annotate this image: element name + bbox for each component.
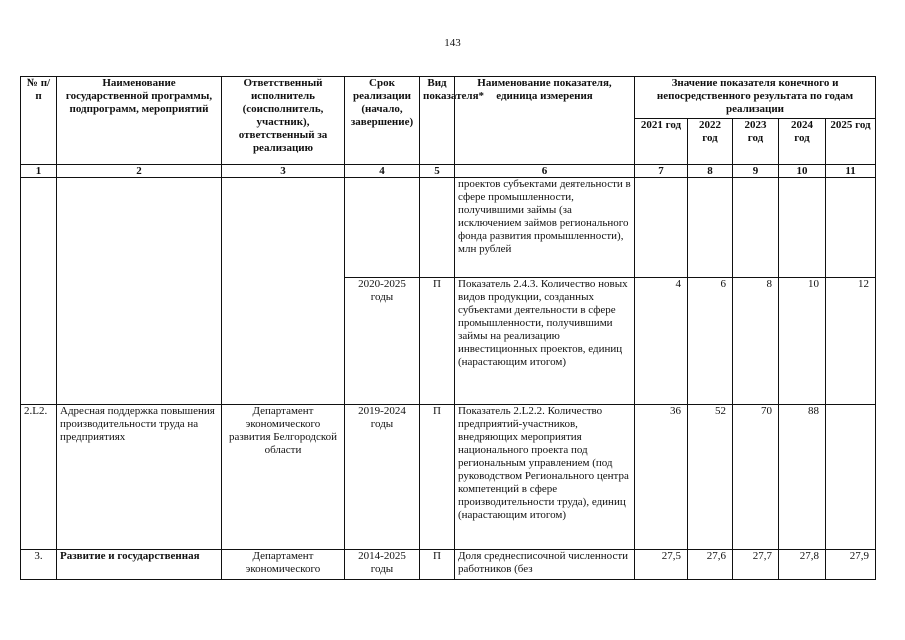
row-value-2022: 52 <box>688 405 733 550</box>
row-num <box>21 178 57 405</box>
column-number: 5 <box>420 165 455 178</box>
row-value-2025 <box>826 405 876 550</box>
header-kind: Вид показателя* <box>420 77 455 165</box>
column-number: 9 <box>733 165 779 178</box>
header-name: Наименование государственной программы, подпрограмм, мероприятий <box>57 77 222 165</box>
row-responsible <box>222 178 345 405</box>
header-term: Срок реализации (начало, завершение) <box>345 77 420 165</box>
row-value-2021: 36 <box>635 405 688 550</box>
header-year-2021: 2021 год <box>635 119 688 165</box>
row-value-2021: 4 <box>635 278 688 405</box>
column-number: 10 <box>779 165 826 178</box>
row-value-2021 <box>635 178 688 278</box>
page-number: 143 <box>444 37 461 49</box>
row-kind: П <box>420 405 455 550</box>
row-value-2025: 27,9 <box>826 550 876 580</box>
header-num: № п/п <box>21 77 57 165</box>
header-responsible: Ответственный исполнитель (соисполнитель, участник), ответственный за реализацию <box>222 77 345 165</box>
row-indicator: Показатель 2.4.3. Количество новых видов продукции, созданных субъектами деятельности в сфере промышленности, получившими займы на реализацию инвестиционных проектов, единиц (нарастающим итогом) <box>455 278 635 405</box>
column-number: 11 <box>826 165 876 178</box>
row-term: 2019-2024 годы <box>345 405 420 550</box>
row-indicator: Доля среднесписочной численности работников (без <box>455 550 635 580</box>
row-kind: П <box>420 550 455 580</box>
row-value-2021: 27,5 <box>635 550 688 580</box>
row-value-2022: 27,6 <box>688 550 733 580</box>
header-year-2024: 2024 год <box>779 119 826 165</box>
row-value-2024: 27,8 <box>779 550 826 580</box>
column-number: 7 <box>635 165 688 178</box>
column-number: 8 <box>688 165 733 178</box>
header-year-2023: 2023 год <box>733 119 779 165</box>
row-value-2023: 70 <box>733 405 779 550</box>
table-row <box>21 550 876 580</box>
column-numbers-row <box>21 165 876 178</box>
column-number: 1 <box>21 165 57 178</box>
row-term <box>345 178 420 278</box>
row-value-2023: 8 <box>733 278 779 405</box>
row-value-2024: 88 <box>779 405 826 550</box>
row-kind <box>420 178 455 278</box>
row-responsible: Департамент экономического развития Белгородской области <box>222 405 345 550</box>
header-year-2025: 2025 год <box>826 119 876 165</box>
table-row <box>21 405 876 550</box>
row-name <box>57 178 222 405</box>
row-value-2023: 27,7 <box>733 550 779 580</box>
header-row-1 <box>21 77 876 119</box>
header-values-group: Значение показателя конечного и непосредственного результата по годам реализации <box>635 77 876 119</box>
row-term: 2020-2025 годы <box>345 278 420 405</box>
indicator-table <box>20 76 876 580</box>
row-value-2024: 10 <box>779 278 826 405</box>
row-indicator: проектов субъектами деятельности в сфере промышленности, получившими займы (за исключением займов регионального фонда развития промышленности), млн рублей <box>455 178 635 278</box>
row-num: 3. <box>21 550 57 580</box>
table-row <box>21 178 876 278</box>
row-value-2023 <box>733 178 779 278</box>
header-indicator: Наименование показателя, единица измерения <box>455 77 635 165</box>
row-name: Адресная поддержка повышения производительности труда на предприятиях <box>57 405 222 550</box>
row-kind: П <box>420 278 455 405</box>
row-value-2025 <box>826 178 876 278</box>
row-value-2022: 6 <box>688 278 733 405</box>
column-number: 2 <box>57 165 222 178</box>
column-number: 6 <box>455 165 635 178</box>
row-num: 2.L2. <box>21 405 57 550</box>
column-number: 4 <box>345 165 420 178</box>
column-number: 3 <box>222 165 345 178</box>
header-year-2022: 2022 год <box>688 119 733 165</box>
row-term: 2014-2025 годы <box>345 550 420 580</box>
row-value-2025: 12 <box>826 278 876 405</box>
row-responsible: Департамент экономического <box>222 550 345 580</box>
row-indicator: Показатель 2.L2.2. Количество предприятий-участников, внедряющих мероприятия национального проекта под региональным управлением (под руководством Регионального центра компетенций в сфере производительности труда), единиц (нарастающим итогом) <box>455 405 635 550</box>
row-name: Развитие и государственная <box>57 550 222 580</box>
row-value-2024 <box>779 178 826 278</box>
row-value-2022 <box>688 178 733 278</box>
